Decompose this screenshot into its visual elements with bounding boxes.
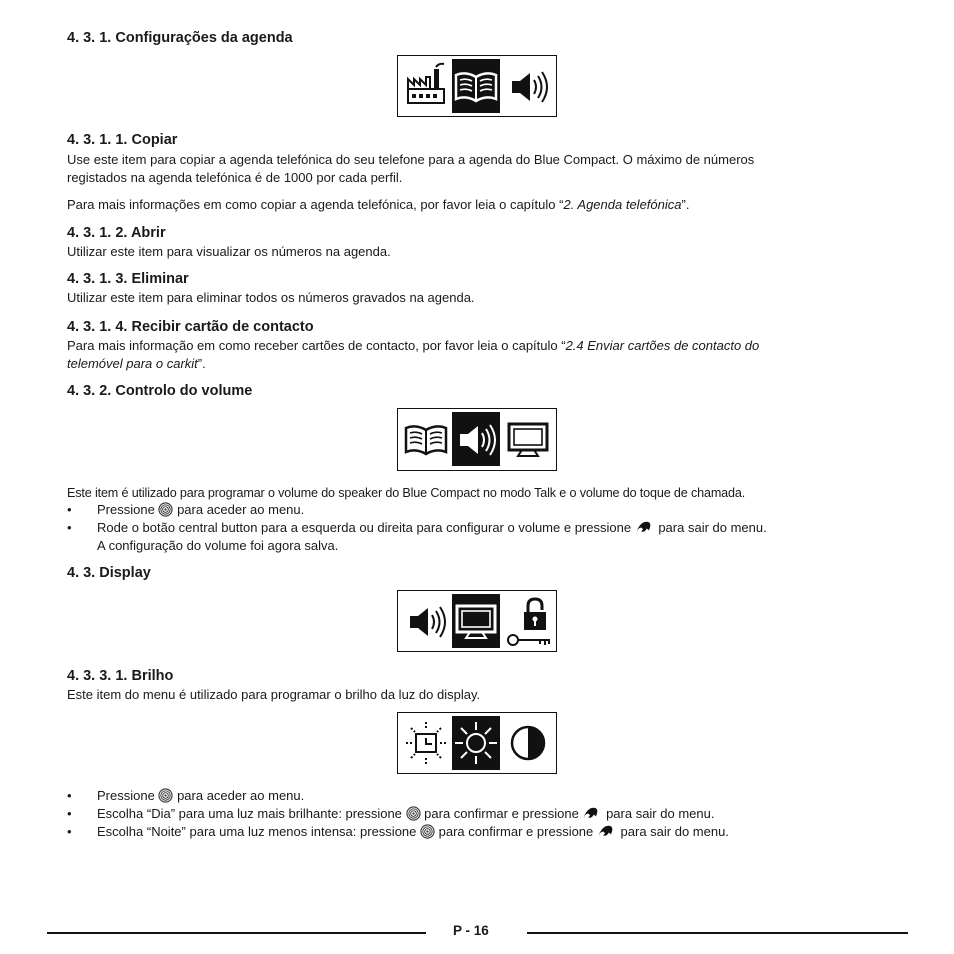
dial-button-icon [420,824,435,839]
menu-screen-brilho [397,712,557,774]
section-heading-display: 4. 3. Display [67,565,151,581]
page-number: P - 16 [453,923,489,938]
phonebook-icon [452,59,500,113]
menu-screen-agenda [397,55,557,117]
lock-key-icon [504,594,552,648]
cartao-text-line2: telemóvel para o carkit”. [67,356,206,371]
speaker-icon [452,412,500,466]
volume-text: Este item é utilizado para programar o volume do speaker do Blue Compact no modo Talk e o volume do toque de chamada. [67,486,746,500]
list-item: • Rode o botão central button para a esquerda ou direita para configurar o volume e pressione para sair do menu. [67,520,767,535]
list-item: • Escolha “Noite” para uma luz menos intensa: pressione para confirmar e pressione para sair do menu. [67,824,729,839]
speaker-icon [504,59,552,113]
monitor-icon [504,412,552,466]
section-heading-copiar: 4. 3. 1. 1. Copiar [67,132,178,148]
eliminar-text: Utilizar este item para eliminar todos os números gravados na agenda. [67,290,475,305]
footer-divider-right [527,932,908,934]
footer-divider-left [47,932,426,934]
monitor-icon [452,594,500,648]
end-call-icon [635,520,655,535]
dial-button-icon [158,788,173,803]
speaker-icon [402,594,450,648]
abrir-text: Utilizar este item para visualizar os números na agenda. [67,244,391,259]
section-heading-agenda: 4. 3. 1. Configurações da agenda [67,30,293,46]
end-call-icon [582,806,602,821]
contrast-icon [504,716,552,770]
volume-saved-text: A configuração do volume foi agora salva. [97,538,339,553]
section-heading-cartao: 4. 3. 1. 4. Recibir cartão de contacto [67,319,314,335]
menu-screen-display [397,590,557,652]
section-heading-eliminar: 4. 3. 1. 3. Eliminar [67,271,189,287]
copiar-text-line2: registados na agenda telefónica é de 1000 por cada perfil. [67,170,403,185]
copiar-reference: Para mais informações em como copiar a agenda telefónica, por favor leia o capítulo “2. Agenda telefónica”. [67,197,690,212]
end-call-icon [597,824,617,839]
menu-screen-volume [397,408,557,471]
list-item: • Pressione para aceder ao menu. [67,502,305,517]
brilho-text: Este item do menu é utilizado para programar o brilho da luz do display. [67,687,481,702]
section-heading-abrir: 4. 3. 1. 2. Abrir [67,225,166,241]
cartao-text-line1: Para mais informação em como receber cartões de contacto, por favor leia o capítulo “2.4 Enviar cartões de contacto do [67,338,760,353]
factory-icon [402,59,450,113]
section-heading-brilho: 4. 3. 3. 1. Brilho [67,668,174,684]
list-item: • Escolha “Dia” para uma luz mais brilhante: pressione para confirmar e pressione para sair do menu. [67,806,715,821]
night-brightness-icon [402,716,450,770]
sun-icon [452,716,500,770]
dial-button-icon [158,502,173,517]
phonebook-icon [402,412,450,466]
copiar-text-line1: Use este item para copiar a agenda telefónica do seu telefone para a agenda do Blue Compact. O máximo de números [67,152,755,167]
dial-button-icon [406,806,421,821]
section-heading-volume: 4. 3. 2. Controlo do volume [67,383,253,399]
list-item: • Pressione para aceder ao menu. [67,788,305,803]
